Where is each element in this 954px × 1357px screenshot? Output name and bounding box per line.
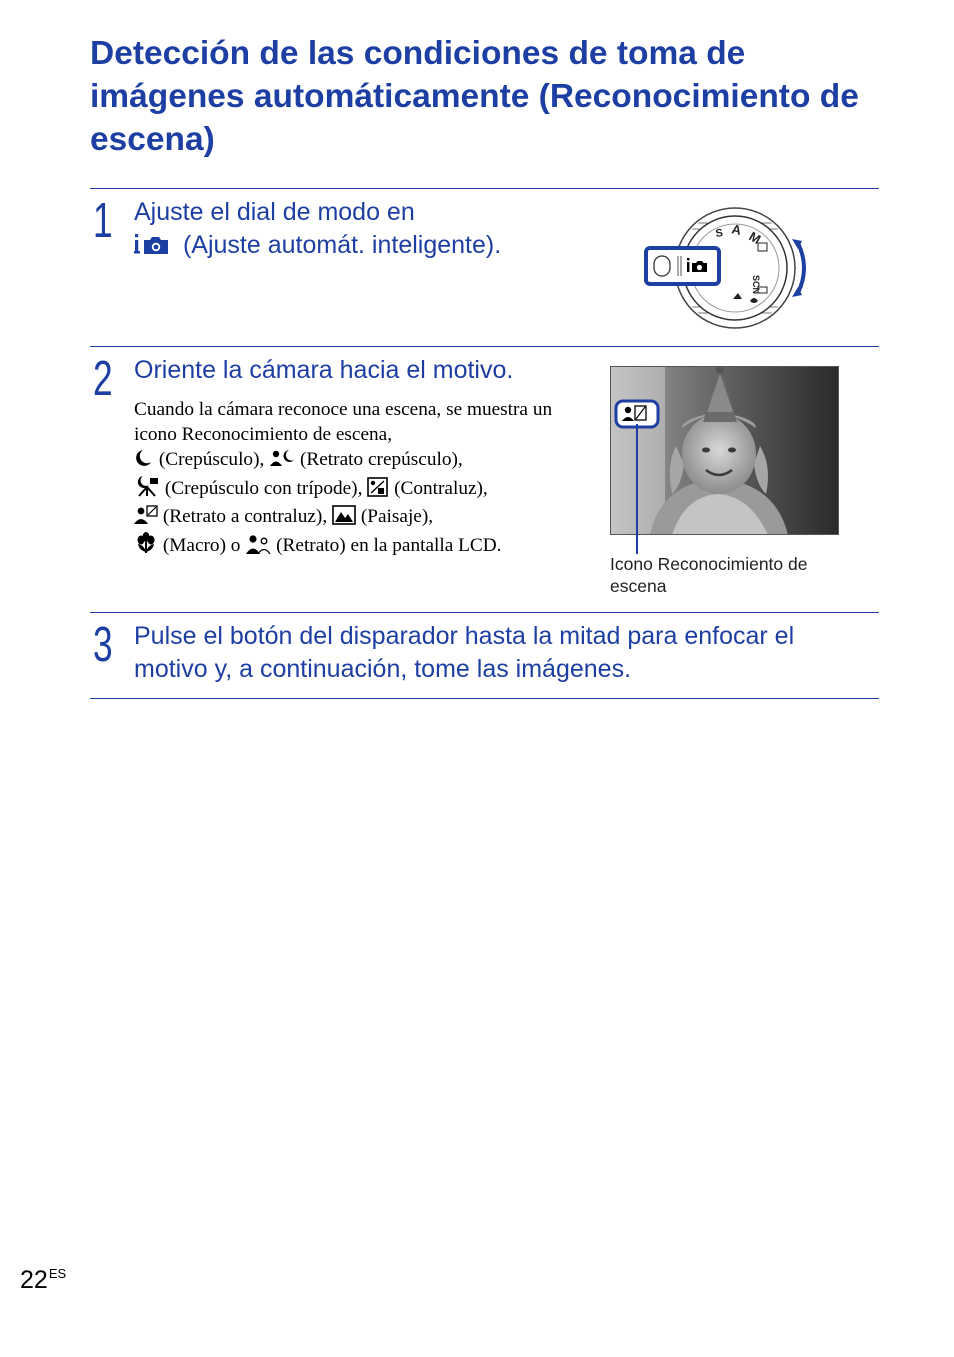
step-2-intro: Cuando la cámara reconoce una escena, se muestra un icono Reconocimiento de escena, [134, 399, 553, 445]
page-language: ES [48, 1266, 67, 1281]
step-2-heading: Oriente la cámara hacia el motivo. [134, 356, 514, 384]
twilight-tripod-label: (Crepúsculo con trípode), [164, 478, 363, 499]
dial-letter-s: S [714, 227, 724, 240]
divider-top [90, 188, 879, 189]
page-number-value: 22 [20, 1266, 48, 1294]
dial-letter-m: M [746, 228, 764, 248]
backlight-icon [367, 477, 389, 504]
dial-letter-scn: SCN [751, 275, 761, 295]
step-1-heading-line1: Ajuste el dial de modo en [134, 198, 415, 226]
portrait-label: (Retrato) en la pantalla LCD. [276, 535, 502, 556]
divider-bottom [90, 698, 879, 699]
divider-step-2 [90, 346, 879, 347]
macro-label: (Macro) o [162, 535, 241, 556]
landscape-label: (Paisaje), [360, 506, 434, 527]
portrait-icon [245, 534, 271, 561]
landscape-icon [332, 505, 356, 532]
twilight-portrait-label: (Retrato crepúsculo), [299, 449, 463, 470]
page-title: Detección de las condiciones de toma de imágenes automáticamente (Reconocimiento de escena) [90, 35, 859, 158]
macro-icon [134, 532, 158, 561]
backlight-portrait-label: (Retrato a contraluz), [162, 506, 328, 527]
backlight-portrait-icon [134, 505, 158, 532]
twilight-portrait-icon [269, 448, 295, 475]
callout-line [636, 424, 638, 554]
lcd-preview-image [610, 366, 839, 535]
twilight-label: (Crepúsculo), [158, 449, 265, 470]
mode-dial-icon [640, 203, 815, 333]
step-1-number: 1 [93, 194, 113, 248]
step-3-heading: Pulse el botón del disparador hasta la mitad para enfocar el motivo y, a continuación, tome las imágenes. [134, 622, 795, 683]
step-1-heading [134, 196, 604, 265]
scene-icon-caption: Icono Reconocimiento de escena [610, 554, 808, 596]
intelligent-auto-icon [134, 232, 170, 265]
dial-letter-a: A [730, 221, 743, 238]
page-number [20, 1266, 66, 1295]
step-2-body [134, 397, 574, 561]
step-3-number: 3 [93, 618, 113, 672]
twilight-icon [134, 448, 154, 475]
twilight-tripod-icon [134, 475, 160, 504]
backlight-label: (Contraluz), [394, 478, 488, 499]
step-2-number: 2 [93, 352, 113, 406]
step-1-heading-line2-text: (Ajuste automát. inteligente). [182, 231, 502, 259]
divider-step-3 [90, 612, 879, 613]
step-1-heading-line2 [134, 229, 604, 265]
